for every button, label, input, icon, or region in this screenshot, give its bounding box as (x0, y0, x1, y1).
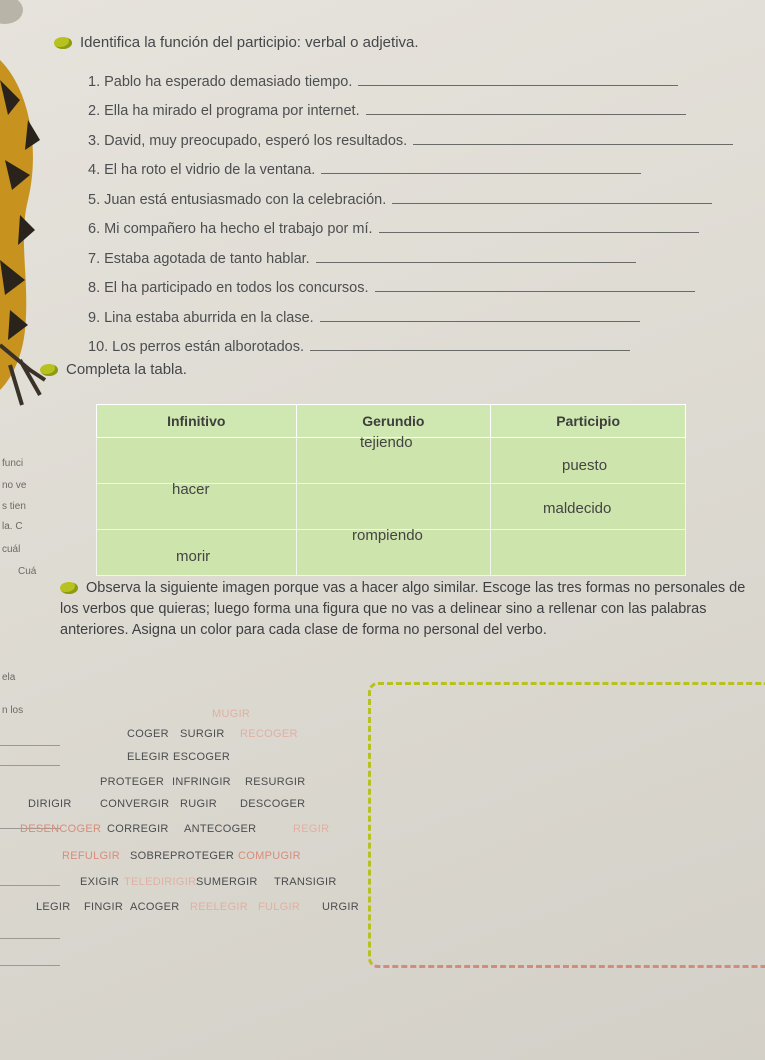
word: SUMERGIR (196, 876, 258, 888)
list-item (88, 326, 748, 356)
cell-rompiendo: rompiendo (352, 527, 423, 544)
item-text: 4. El ha roto el vidrio de la ventana. (88, 162, 316, 178)
item-text: 6. Mi compañero ha hecho el trabajo por mí. (88, 221, 373, 237)
word: TRANSIGIR (274, 876, 337, 888)
header-infinitivo: Infinitivo (97, 405, 297, 438)
list-item (88, 267, 748, 297)
word: DIRIGIR (28, 798, 72, 810)
word-figure-example (0, 700, 360, 930)
margin-fragment: ela (2, 672, 16, 683)
exercise2-heading (40, 361, 187, 378)
answer-line[interactable] (366, 113, 686, 115)
exercise3-instructions (60, 578, 765, 641)
cell-maldecido: maldecido (543, 500, 612, 517)
exercise2-heading-text: Completa la tabla. (66, 361, 187, 378)
table-cell[interactable] (491, 530, 686, 576)
answer-line[interactable] (316, 261, 636, 263)
list-item (88, 60, 748, 90)
word: FINGIR (84, 901, 124, 913)
word: PROTEGER (100, 776, 165, 788)
item-text: 3. David, muy preocupado, esperó los resultados. (88, 132, 408, 149)
word: ANTECOGER (184, 823, 257, 835)
exercise1-list (88, 60, 748, 355)
answer-line[interactable] (321, 172, 641, 174)
word: EXIGIR (80, 876, 120, 888)
margin-fragment: funci (2, 458, 24, 469)
item-text: 2. Ella ha mirado el programa por internet. (88, 103, 360, 119)
exercise1-heading (54, 34, 419, 51)
margin-fragment: Cuá (18, 566, 37, 577)
word: RESURGIR (245, 776, 306, 788)
list-item (88, 208, 748, 238)
word: RECOGER (240, 728, 298, 740)
table-cell[interactable] (97, 438, 297, 484)
header-participio: Participio (491, 405, 686, 438)
margin-fragment: cuál (2, 544, 21, 555)
list-item (88, 119, 748, 149)
word: CORREGIR (107, 823, 169, 835)
cell-puesto: puesto (562, 457, 608, 474)
word: SURGIR (180, 728, 225, 740)
salamander-illustration (0, 0, 60, 420)
item-text: 7. Estaba agotada de tanto hablar. (88, 250, 310, 267)
word: URGIR (322, 901, 359, 913)
margin-fragment: s tien (2, 501, 26, 512)
answer-line[interactable] (413, 143, 733, 145)
word: INFRINGIR (172, 776, 231, 788)
margin-fragment: la. C (2, 521, 23, 532)
list-item (88, 296, 748, 326)
item-text: 1. Pablo ha esperado demasiado tiempo. (88, 73, 353, 90)
bullet-icon (40, 364, 58, 376)
cell-morir: morir (176, 548, 211, 565)
word: FULGIR (258, 901, 301, 913)
margin-fragment: no ve (2, 480, 27, 491)
word: MUGIR (212, 708, 251, 720)
answer-line[interactable] (320, 320, 640, 322)
drawing-area[interactable] (368, 682, 765, 968)
word: RUGIR (180, 798, 217, 810)
word: COMPUGIR (238, 850, 301, 862)
margin-fragment: n los (2, 705, 24, 716)
word: REELEGIR (190, 901, 249, 913)
word: CONVERGIR (100, 798, 170, 810)
item-text: 10. Los perros están alborotados. (88, 339, 305, 355)
cell-hacer: hacer (172, 481, 210, 498)
list-item (88, 178, 748, 208)
margin-line (0, 965, 60, 966)
item-text: 8. El ha participado en todos los concursos. (88, 280, 369, 296)
word: LEGIR (36, 901, 71, 913)
answer-line[interactable] (310, 349, 630, 351)
list-item (88, 149, 748, 179)
bullet-icon (60, 582, 78, 594)
exercise1-heading-text: Identifica la función del participio: verbal o adjetiva. (80, 34, 419, 51)
word: ESCOGER (173, 751, 231, 763)
item-text: 5. Juan está entusiasmado con la celebración. (88, 191, 387, 208)
word: ACOGER (130, 901, 180, 913)
word: ELEGIR (127, 751, 170, 763)
bullet-icon (54, 37, 72, 49)
answer-line[interactable] (392, 202, 712, 204)
cell-tejiendo: tejiendo (360, 434, 413, 451)
word: REFULGIR (62, 850, 121, 862)
list-item (88, 90, 748, 120)
answer-line[interactable] (358, 84, 678, 86)
margin-line (0, 938, 60, 939)
word: DESENCOGER (20, 823, 102, 835)
word: REGIR (293, 823, 330, 835)
table-cell[interactable] (296, 484, 491, 530)
list-item (88, 237, 748, 267)
answer-line[interactable] (375, 290, 695, 292)
word: SOBREPROTEGER (130, 850, 235, 862)
word: COGER (127, 728, 169, 740)
header-gerundio: Gerundio (296, 405, 491, 438)
item-text: 9. Lina estaba aburrida en la clase. (88, 309, 314, 326)
word: TELEDIRIGIR (124, 876, 197, 888)
answer-line[interactable] (379, 231, 699, 233)
exercise3-text: Observa la siguiente imagen porque vas a hacer algo similar. Escoge las tres formas no personales de los verbos que quieras; luego forma una figura que no vas a delinear sino a rellenar con las palabras anteriores. Asigna un color para cada clase de forma no personal del verbo. (60, 580, 746, 638)
word: DESCOGER (240, 798, 306, 810)
